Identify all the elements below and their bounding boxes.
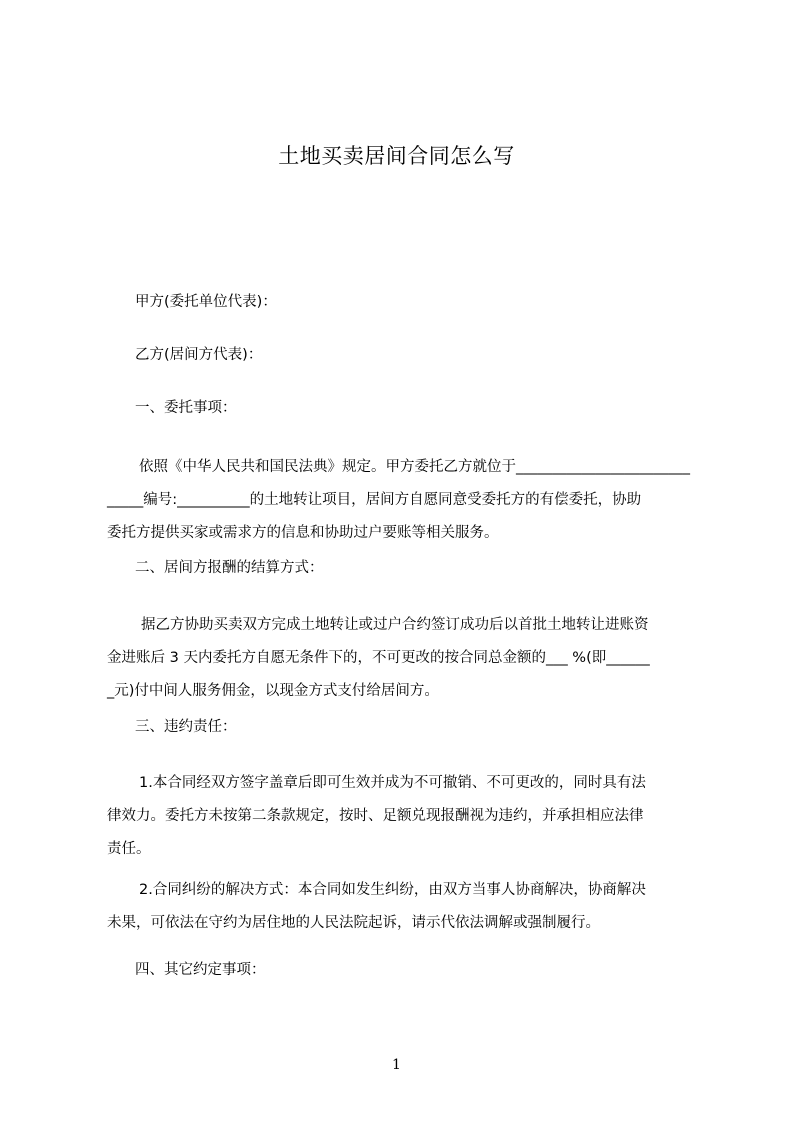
section-heading-liability: 三、违约责任： [135, 719, 237, 735]
page-title: 土地买卖居间合同怎么写 [278, 144, 515, 168]
paragraph-line: _元)付中间人服务佣金，以现金方式支付给居间方。 [107, 683, 439, 699]
paragraph-settlement [107, 609, 703, 708]
section-heading-other: 四、其它约定事项： [135, 962, 266, 978]
paragraph-line: 未果，可依法在守约为居住地的人民法院起诉，请示代依法调解或强制履行。 [107, 915, 600, 931]
paragraph-line: _____编号:__________的土地转让项目，居间方自愿同意受委托方的有偿委托，协助 [107, 492, 642, 508]
paragraph-line: 委托方提供买家或需求方的信息和协助过户要账等相关服务。 [107, 525, 499, 541]
party-b-label: 乙方(居间方代表)： [135, 347, 263, 363]
section-heading-entrustment: 一、委托事项： [135, 400, 237, 416]
section-heading-settlement: 二、居间方报酬的结算方式： [135, 560, 324, 576]
paragraph-line: 依照《中华人民共和国民法典》规定。甲方委托乙方就位于________________________ [139, 459, 690, 475]
paragraph-line: 1.本合同经双方签字盖章后即可生效并成为不可撤销、不可更改的，同时具有法 [139, 775, 646, 791]
paragraph-line: 律效力。委托方未按第二条款规定，按时、足额兑现报酬视为违约，并承担相应法律 [107, 808, 644, 824]
paragraph-line: 金进账后 3 天内委托方自愿无条件下的，不可更改的按合同总金额的___ %(即______ [107, 650, 650, 666]
paragraph-line: 责任。 [107, 841, 151, 857]
paragraph-liability-clause-2 [107, 874, 703, 940]
paragraph-line: 据乙方协助买卖双方完成土地转让或过户合约签订成功后以首批土地转让进账资 [141, 617, 649, 633]
paragraph-line: 2.合同纠纷的解决方式：本合同如发生纠纷，由双方当事人协商解决，协商解决 [139, 882, 646, 898]
page-number: 1 [392, 1057, 401, 1073]
paragraph-entrustment [107, 451, 703, 550]
paragraph-liability-clause-1 [107, 767, 703, 866]
party-a-label: 甲方(委托单位代表)： [135, 294, 277, 310]
